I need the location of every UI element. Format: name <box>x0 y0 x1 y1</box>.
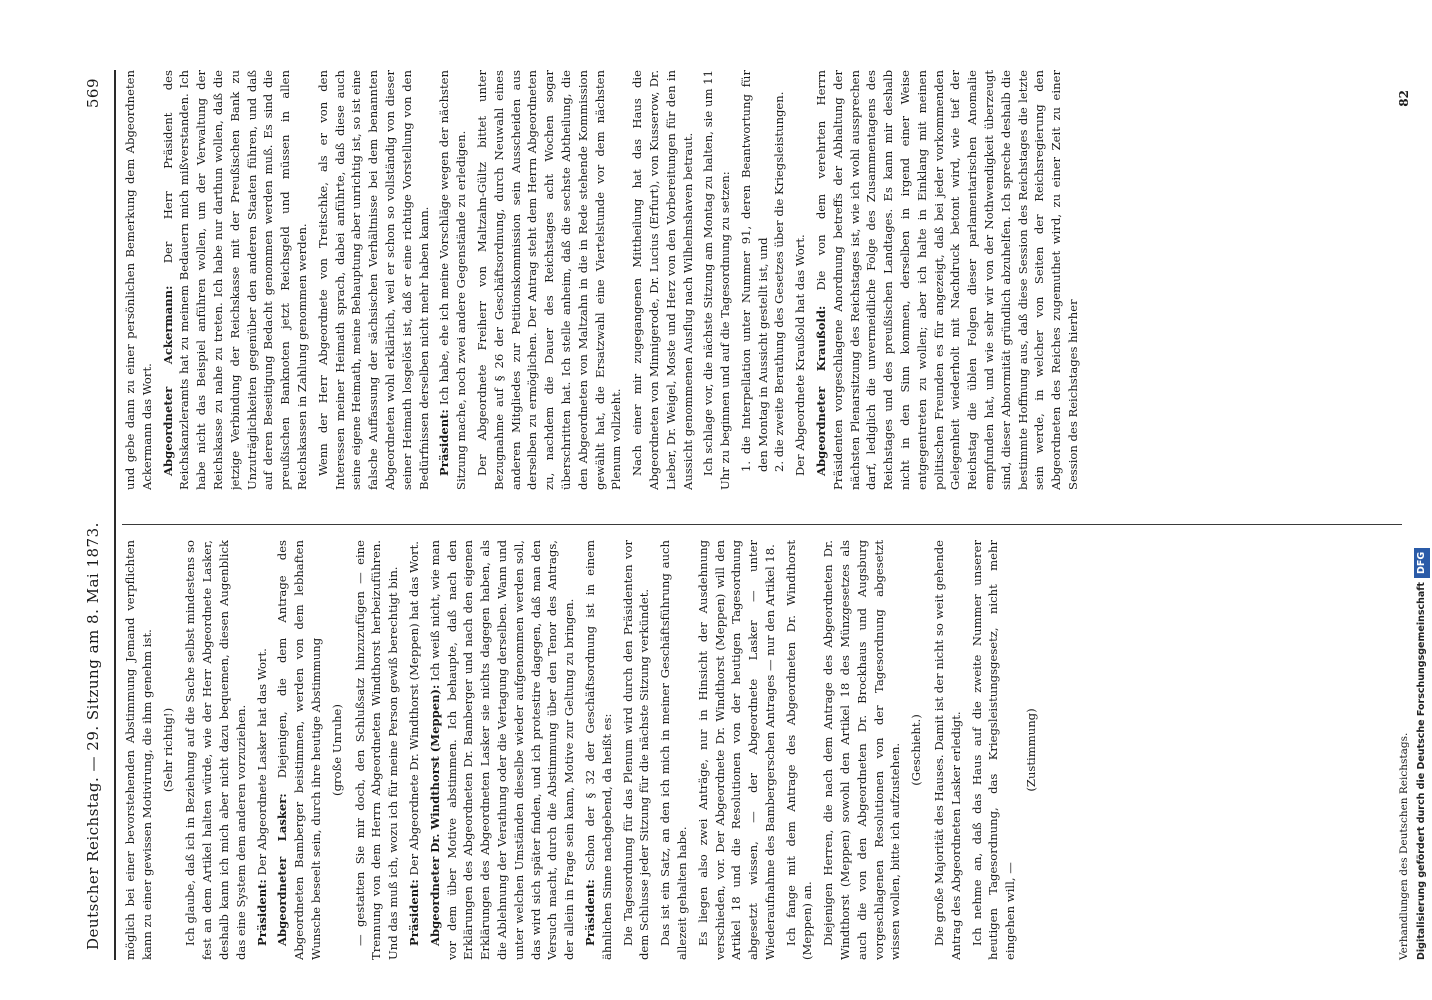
paragraph-text: Nach einer mir zugegangenen Mittheilung hat das Haus die Abgeordneten von Minnigerode, Dr. Lucius (Erfurt), von Kusserow, Dr. Lieber, Dr. Weigel, Moste und Herz von den Vorbereitungen für den in Aussicht genommenen Ausflug nach Wilhelmshaven betraut. <box>630 70 695 490</box>
rotated-page <box>78 60 1418 970</box>
paragraph <box>352 540 402 960</box>
paragraph-text: Ich weiß nicht, wie man vor dem über Motive abstimmen. Ich behaupte, daß nach den Erklärungen des Abgeordneten Dr. Bamberger und nach den eigenen Erklärungen des Abgeordneten Lasker sie nichts dagegen haben, als die Ablehnung der Verathung oder die Vertagung derselben. Wann und unter welchen Umständen dieselbe wieder aufgenommen werden soll, das wird sich später finden, und ich protestire dagegen, daß man den Versuch macht, durch die Abstimmung über den Tenor des Antrags, der allein in Frage sein kann, Motive zur Geltung zu bringen. <box>427 540 577 960</box>
stage-direction: (Zustimmung) <box>1024 708 1039 792</box>
paragraph <box>629 70 696 490</box>
paragraph <box>783 540 817 960</box>
paragraph <box>474 70 625 490</box>
paragraph-text: Ich glaube, daß ich in Beziehung auf die Sache selbst mindestens so fest an dem Artikel halten würde, wie der Herr Abgeordnete Lasker, deshalb kann ich mich aber nicht dazu bequemen, diesen Augenblick das eine System dem anderen vorzuziehen. <box>183 540 248 960</box>
paragraph-text: Der Abgeordnete Kraußold hat das Wort. <box>793 234 808 476</box>
paragraph <box>969 540 1019 960</box>
paragraph <box>436 70 470 490</box>
paragraph <box>931 540 965 960</box>
paragraph-text: Ich habe, ehe ich meine Vorschläge wegen der nächsten Sitzung mache, noch zwei andere Gegenstände zu erledigen. <box>437 70 469 490</box>
paragraph-text: Diejenigen Herren, die nach dem Antrage des Abgeordneten Dr. Windthorst (Meppen) sowohl den Artikel 18 des Münzgesetzes als auch die von den Abgeordneten Dr. Brockhaus und Augsburg vorgeschlagenen Resolutionen von der Tagesordnung abgesetzt wissen wollen, bitte ich aufzustehen. <box>821 540 903 960</box>
text-columns <box>122 70 1412 960</box>
speaker-label: Abgeordneter Ackermann: <box>160 285 175 476</box>
paragraph-text: möglich bei einer bevorstehenden Abstimmung Jemand verpflichten kann zu einer gewissen Motivirung, die ihm genehm ist. <box>123 540 154 960</box>
signature-number: 82 <box>1397 90 1411 107</box>
dfg-logo: DFG <box>1414 548 1430 578</box>
paragraph-text: Es liegen also zwei Anträge, nur in Hinsicht der Ausdehnung verschieden, vor. Der Abgeordnete Dr. Windthorst (Meppen) will den Artikel 18 und die Resolutionen von der heutigen Tagesordnung abgesetzt wissen, — der Abgeordnete Lasker — unter Wiederaufnahme des Bambergerschen Antrages — nur den Artikel 18. <box>695 540 777 960</box>
agenda-item: 2. die zweite Berathung des Gesetzes über die Kriegsleistungen. <box>772 91 787 472</box>
page-number: 569 <box>84 78 102 109</box>
paragraph <box>813 70 1082 490</box>
sidebar-text: Digitalisierung gefördert durch die Deutsche Forschungsgemeinschaft <box>1416 582 1427 960</box>
paragraph-text: Ich nehme an, daß das Haus auf die zweite Nummer unserer heutigen Tagesordnung, das Kriegsleistungsgesetz, nicht mehr eingehen will, — <box>969 540 1018 960</box>
paragraph-text: Ich schlage vor, die nächste Sitzung am Montag zu halten, sie um 11 Uhr zu beginnen und auf die Tagesordnung zu setzen: <box>701 70 733 490</box>
paragraph-text: Der Abgeordnete Lasker hat das Wort. <box>254 648 269 880</box>
paragraph-text: Die Tagesordnung für das Plenum wird durch den Präsidenten vor dem Schlusse jeder Sitzung für die nächste Sitzung verkündet. <box>620 540 652 960</box>
left-column <box>122 540 1412 960</box>
paragraph <box>182 540 249 960</box>
sidebar-inner <box>1412 0 1432 960</box>
paragraph-text: Der Abgeordnete Dr. Windthorst (Meppen) hat das Wort. <box>406 541 421 880</box>
speaker-label: Präsident: <box>254 879 269 946</box>
speaker-label: Abgeordneter Dr. Windthorst (Meppen): <box>427 684 442 946</box>
stage-direction: (Geschieht.) <box>909 714 924 786</box>
paragraph-text: Das ist ein Satz, an den ich mich in meiner Geschäftsführung auch allezeit gehalten habe. <box>658 540 689 960</box>
paragraph <box>406 540 423 960</box>
speaker-label: Präsident: <box>582 879 597 946</box>
digitization-sidebar <box>1408 0 1432 1000</box>
paragraph <box>700 70 734 490</box>
speaker-label: Abgeordneter Kraußold: <box>814 305 829 476</box>
agenda-list <box>738 70 788 490</box>
paragraph <box>427 540 578 960</box>
paragraph-text: Die von dem verehrten Herrn Präsidenten vorgeschlagene Anordnung betreffs der Abhaltung der nächsten Plenarsitzung des Reichstages ist, wie ich wohl aussprechen darf, lediglich die unvermeidliche Folge des Zusammentagens des Reichstages und des preußischen Landtages. Es kann mir deshalb nicht in den Sinn kommen, derselben in irgend einer Weise entgegentreten zu wollen; aber ich halte in Einklang mit meinen politischen Freunden es für angezeigt, daß bei jeder vorkommenden Gelegenheit wiederholt mit Nachdruck betont wird, wie tief der Reichstag die üblen Folgen dieser parlamentarischen Anomalie empfunden hat, und wie sehr wir von der Nothwendigkeit überzeugt sind, dieser Abnormität gründlich abzuhelfen. Ich spreche deshalb die bestimmte Hoffnung aus, daß diese Session des Reichstages die letzte sein werde, in welcher von Seiten der Reichsregierung den Abgeordneten des Reiches zugemuthet wird, zu einer Zeit zu einer Session des Reichstages hierher <box>814 70 1081 490</box>
paragraph-text: — gestatten Sie mir doch, den Schlußsatz hinzuzufügen — eine Trennung von dem Herrn Abgeordneten Windthorst herbeizuführen. Und das muß ich, wozu ich für meine Person gewiß berechtigt bin. <box>352 540 401 960</box>
speaker-label: Präsident: <box>437 409 452 476</box>
header-rule <box>114 70 116 960</box>
paragraph <box>792 70 809 490</box>
paragraph <box>315 70 433 490</box>
page-header <box>78 60 108 970</box>
paragraph <box>657 540 691 960</box>
paragraph <box>254 540 271 960</box>
paragraph <box>620 540 654 960</box>
speaker-label: Präsident: <box>406 879 421 946</box>
paragraph-text: Schon der § 32 der Geschäftsordnung ist in einem ähnlichen Sinne nachgebend, da heißt es: <box>582 540 614 960</box>
header-title: Deutscher Reichstag. — 29. Sitzung am 8. Mai 1873. <box>84 522 102 950</box>
paragraph <box>274 540 324 960</box>
right-column <box>122 70 1412 490</box>
paragraph-text: Der Abgeordnete Freiherr von Maltzahn-Gültz bittet unter Bezugnahme auf § 26 der Geschäftsordnung, durch Neuwahl eines anderen Mitgliedes zur Petitionskommission sein Ausscheiden aus derselben zu ermöglichen. Der Antrag steht dem Herrn Abgeordneten zu, nachdem die Dauer des Reichstages acht Wochen sogar überschritten hat. Ich stelle anheim, daß die sechste Abtheilung, die den Abgeordneten von Maltzahn in die in Rede stehende Kommission gewählt hat, die Ersatzwahl eine Viertelstunde vor dem nächsten Plenum vollzieht. <box>474 70 624 490</box>
paragraph-text: Diejenigen, die dem Antrage des Abgeordneten Bamberger beistimmen, werden von dem lebhaften Wunsche beseelt sein, durch ihre heutige Abstimmung <box>275 540 323 960</box>
speaker-label: Abgeordneter Lasker: <box>275 793 290 946</box>
paragraph-text: Der Herr Präsident des Reichskanzleramts hat zu meinem Bedauern mich mißverstanden. Ich habe nicht das Beispiel anführen wollen, um der Verwaltung der Reichskasse zu nahe zu treten. Ich habe nur darthun wollen, daß die jetzige Verbindung der Reichskasse mit der Preußischen Bank zu Unzuträglichkeiten gegenüber den anderen Staaten führen, und daß auf deren Beseitigung Bedacht genommen werden muß. Es sind die preußischen Banknoten jetzt Reichsgeld und müssen in allen Reichskassen in Zahlung genommen werden. <box>160 70 309 490</box>
agenda-item: 1. die Interpellation unter Nummer 91, deren Beantwortung für den Montag in Aussicht gestellt ist, und <box>738 70 770 472</box>
paragraph <box>122 70 156 490</box>
paragraph <box>695 540 779 960</box>
paragraph <box>820 540 904 960</box>
paragraph-text: Die große Majorität des Hauses. Damit ist der nicht so weit gehende Antrag des Abgeordneten Lasker erledigt. <box>932 540 963 960</box>
paragraph <box>122 540 156 960</box>
paragraph-text: Wenn der Herr Abgeordnete von Treitschke, als er von den Interessen meiner Heimath sprach, dabei anführte, daß diese auch seine eigene Heimath, meine Behauptung aber unrichtig ist, so ist eine falsche Auffassung der sächsischen Verhältnisse bei dem benannten Abgeordneten wohl erklärlich, weil er schon so vollständig von dieser seiner Heimath losgelöst ist, daß er eine richtige Vorstellung von den Bedürfnissen derselben nicht mehr haben kann. <box>315 70 431 490</box>
paragraph-text: Ich fange mit dem Antrage des Abgeordneten Dr. Windthorst (Meppen) an. <box>783 540 815 960</box>
paragraph-text: und gebe dann zu einer persönlichen Bemerkung dem Abgeordneten Ackermann das Wort. <box>123 70 154 490</box>
stage-direction: (Sehr richtig!) <box>160 707 175 793</box>
paragraph <box>160 70 311 490</box>
stage-direction: (große Unruhe) <box>329 704 344 796</box>
paragraph <box>582 540 616 960</box>
footer-note: Verhandlungen des Deutschen Reichstags. <box>1398 732 1410 960</box>
